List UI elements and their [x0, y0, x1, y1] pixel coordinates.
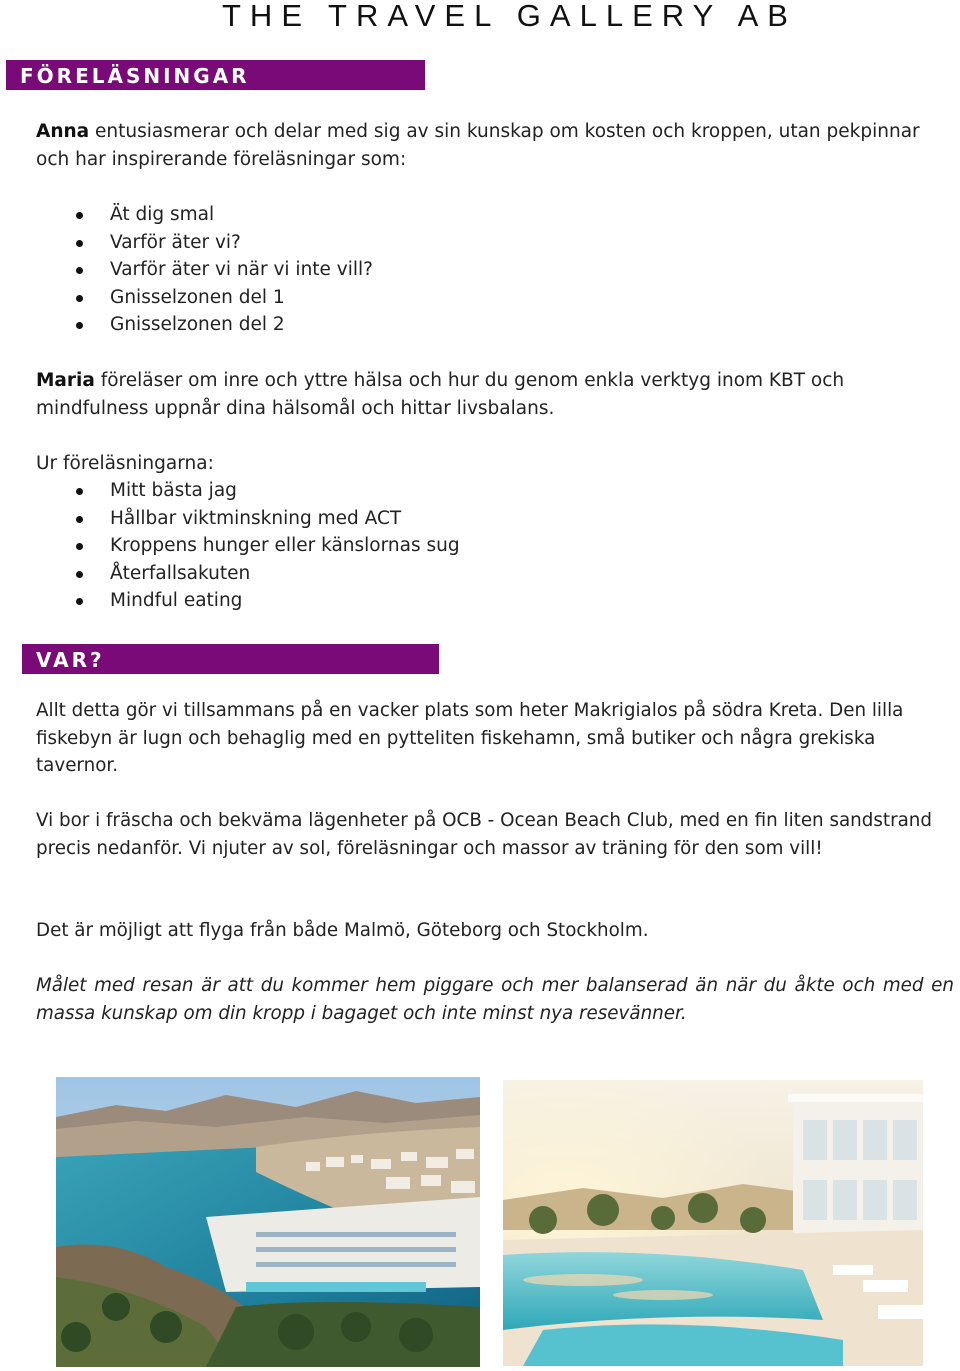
anna-intro — [36, 118, 951, 173]
photo-coastal-village — [56, 1077, 480, 1367]
list-item: Mindful eating — [76, 587, 460, 615]
photo-pool-terrace — [503, 1080, 923, 1366]
anna-intro-text: entusiasmerar och delar med sig av sin kunskap om kosten och kroppen, utan pekpinnar och har inspirerande föreläsningar som: — [36, 121, 920, 170]
where-paragraph-2: Vi bor i fräscha och bekväma lägenheter på OCB - Ocean Beach Club, med en fin liten sandstrand precis nedanför. Vi njuter av sol, föreläsningar och massor av träning för den som vill! — [36, 810, 932, 859]
where-paragraph-3: Det är möjligt att flyga från både Malmö, Göteborg och Stockholm. — [36, 920, 649, 941]
list-item: Varför äter vi när vi inte vill? — [76, 256, 373, 284]
coastal-village-illustration — [56, 1077, 480, 1367]
list-item: Kroppens hunger eller känslornas sug — [76, 532, 460, 560]
pool-terrace-illustration — [503, 1080, 923, 1366]
anna-lecture-list — [76, 201, 373, 339]
list-item: Hållbar viktminskning med ACT — [76, 505, 460, 533]
list-item: Ät dig smal — [76, 201, 373, 229]
section-heading-where: VAR? — [22, 644, 439, 674]
list-item: Gnisselzonen del 2 — [76, 311, 373, 339]
company-title: THE TRAVEL GALLERY AB — [222, 0, 797, 33]
list-item: Varför äter vi? — [76, 229, 373, 257]
maria-list-heading: Ur föreläsningarna: — [36, 453, 214, 474]
maria-intro-text: föreläser om inre och yttre hälsa och hur du genom enkla verktyg inom KBT och mindfulness uppnår dina hälsomål och hittar livsbalans. — [36, 370, 845, 419]
section-heading-lectures: FÖRELÄSNINGAR — [6, 60, 425, 90]
list-item: Gnisselzonen del 1 — [76, 284, 373, 312]
list-item: Återfallsakuten — [76, 560, 460, 588]
anna-name: Anna — [36, 121, 90, 142]
where-paragraph-1: Allt detta gör vi tillsammans på en vacker plats som heter Makrigialos på södra Kreta. Den lilla fiskebyn är lugn och behaglig med en pytteliten fiskehamn, små butiker och några grekiska tavernor. — [36, 700, 904, 776]
maria-intro — [36, 367, 926, 422]
maria-lecture-list — [76, 477, 460, 615]
list-item: Mitt bästa jag — [76, 477, 460, 505]
maria-name: Maria — [36, 370, 95, 391]
where-paragraph-4: Målet med resan är att du kommer hem piggare och mer balanserad än när du åkte och med en massa kunskap om din kropp i bagaget och inte minst nya resevänner. — [36, 975, 954, 1024]
